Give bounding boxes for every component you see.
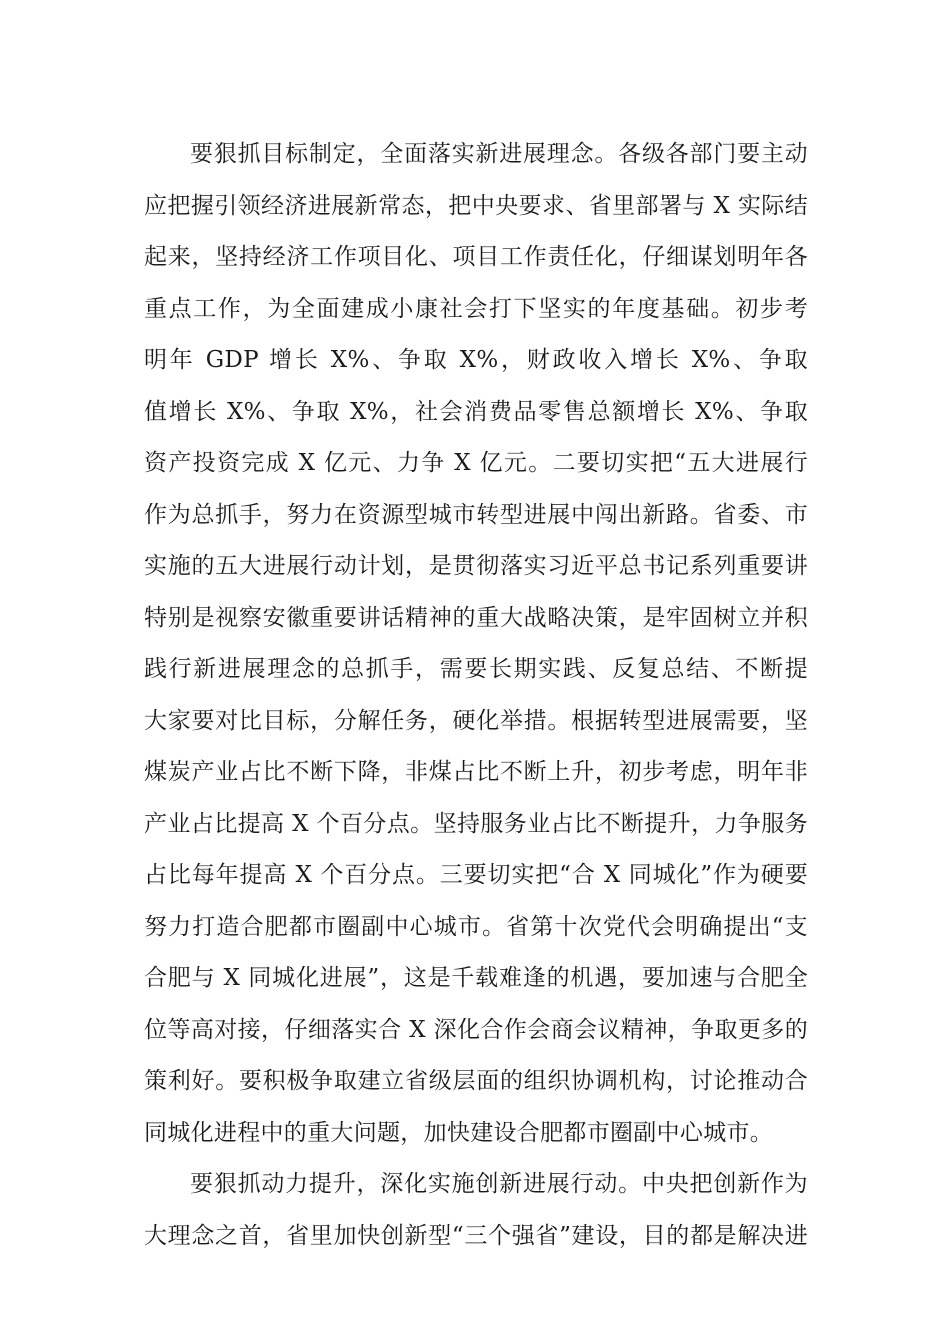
text-line: 重点工作，为全面建成小康社会打下坚实的年度基础。初步考 xyxy=(144,295,808,322)
text-line: 应把握引领经济进展新常态，把中央要求、省里部署与 X 实际结 xyxy=(144,192,808,219)
text-line: 努力打造合肥都市圈副中心城市。省第十次党代会明确提出“支 xyxy=(144,913,808,940)
text-line: 要狠抓目标制定，全面落实新进展理念。各级各部门要主动 xyxy=(190,141,808,167)
text-line: 同城化进程中的重大问题，加快建设合肥都市圈副中心城市。 xyxy=(144,1119,774,1146)
text-line: 位等高对接，仔细落实合 X 深化合作会商会议精神，争取更多的 xyxy=(144,1016,808,1043)
text-line: 煤炭产业占比不断下降，非煤占比不断上升，初步考虑，明年非 xyxy=(144,759,808,785)
text-line: 要狠抓动力提升，深化实施创新进展行动。中央把创新作为 xyxy=(190,1171,808,1197)
text-line: 大家要对比目标，分解任务，硬化举措。根据转型进展需要，坚 xyxy=(144,707,808,734)
text-line: 值增长 X%、争取 X%，社会消费品零售总额增长 X%、争取 xyxy=(144,398,808,425)
text-line: 践行新进展理念的总抓手，需要长期实践、反复总结、不断提 xyxy=(144,656,808,682)
document-body xyxy=(144,129,808,1262)
text-line: 特别是视察安徽重要讲话精神的重大战略决策，是牢固树立并积 xyxy=(144,604,808,631)
text-line: 起来，坚持经济工作项目化、项目工作责任化，仔细谋划明年各 xyxy=(144,244,808,270)
text-line: 策利好。要积极争取建立省级层面的组织协调机构，讨论推动合 xyxy=(144,1068,808,1094)
text-line: 产业占比提高 X 个百分点。坚持服务业占比不断提升，力争服务 xyxy=(144,810,808,837)
text-line: 合肥与 X 同城化进展”，这是千载难逢的机遇，要加速与合肥全 xyxy=(144,965,808,991)
text-line: 明年 GDP 增长 X%、争取 X%，财政收入增长 X%、争取 xyxy=(144,347,808,373)
text-line: 作为总抓手，努力在资源型城市转型进展中闯出新路。省委、市 xyxy=(144,501,808,528)
text-line: 实施的五大进展行动计划，是贯彻落实习近平总书记系列重要讲 xyxy=(144,553,808,579)
text-line: 资产投资完成 X 亿元、力争 X 亿元。二要切实把“五大进展行 xyxy=(144,450,808,476)
text-line: 大理念之首，省里加快创新型“三个强省”建设，目的都是解决进 xyxy=(144,1222,808,1249)
text-line: 占比每年提高 X 个百分点。三要切实把“合 X 同城化”作为硬要 xyxy=(144,862,808,888)
